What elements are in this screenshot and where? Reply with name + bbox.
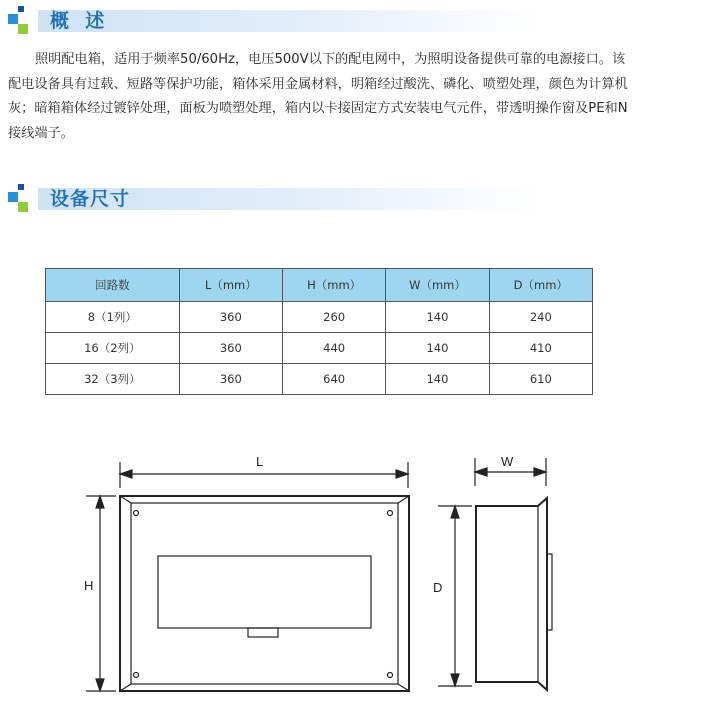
- side-view: [476, 498, 552, 690]
- dimension-d: [438, 506, 472, 686]
- label-l: L: [256, 454, 264, 469]
- table-cell: 410: [489, 333, 592, 364]
- column-header: 回路数: [46, 269, 180, 302]
- square-bullet-icon: [4, 4, 34, 36]
- table-cell: 610: [489, 364, 592, 395]
- section-title: 设备尺寸: [50, 188, 131, 210]
- column-header: L（mm）: [179, 269, 282, 302]
- dimensions-section-header: [0, 182, 701, 218]
- table-cell: 8（1列）: [46, 302, 180, 333]
- table-row: [46, 364, 593, 395]
- section-header-bar: [38, 10, 538, 32]
- distribution-box-drawing: [0, 440, 701, 709]
- table-header-row: [46, 269, 593, 302]
- overview-section-header: [0, 4, 701, 40]
- table-cell: 640: [283, 364, 386, 395]
- table-cell: 240: [489, 302, 592, 333]
- overview-paragraph: 照明配电箱，适用于频率50/60Hz，电压500V以下的配电网中，为照明设备提供可靠的电源接口。该配电设备具有过载、短路等保护功能，箱体采用金属材料，明箱经过酸洗、磷化、喷塑处理，颜色为计算机灰；暗箱箱体经过镀锌处理，面板为喷塑处理，箱内以卡接固定方式安装电气元件，带透明操作窗及PE和N接线端子。: [8, 52, 628, 141]
- label-d: D: [433, 580, 443, 595]
- table-cell: 360: [179, 364, 282, 395]
- table-cell: 260: [283, 302, 386, 333]
- dimension-h: [86, 496, 116, 691]
- dimensions-table: [45, 268, 593, 395]
- column-header: H（mm）: [283, 269, 386, 302]
- label-w: W: [501, 454, 514, 469]
- table-cell: 440: [283, 333, 386, 364]
- table-cell: 140: [386, 302, 489, 333]
- table-row: [46, 302, 593, 333]
- front-view: [120, 496, 409, 691]
- table-cell: 140: [386, 333, 489, 364]
- dimension-l: [120, 462, 408, 488]
- column-header: D（mm）: [489, 269, 592, 302]
- table-cell: 16（2列）: [46, 333, 180, 364]
- label-h: H: [84, 578, 94, 593]
- table-cell: 140: [386, 364, 489, 395]
- table-cell: 32（3列）: [46, 364, 180, 395]
- column-header: W（mm）: [386, 269, 489, 302]
- table-row: [46, 333, 593, 364]
- table-cell: 360: [179, 333, 282, 364]
- square-bullet-icon: [4, 182, 34, 214]
- table-cell: 360: [179, 302, 282, 333]
- section-title: 概 述: [50, 10, 106, 32]
